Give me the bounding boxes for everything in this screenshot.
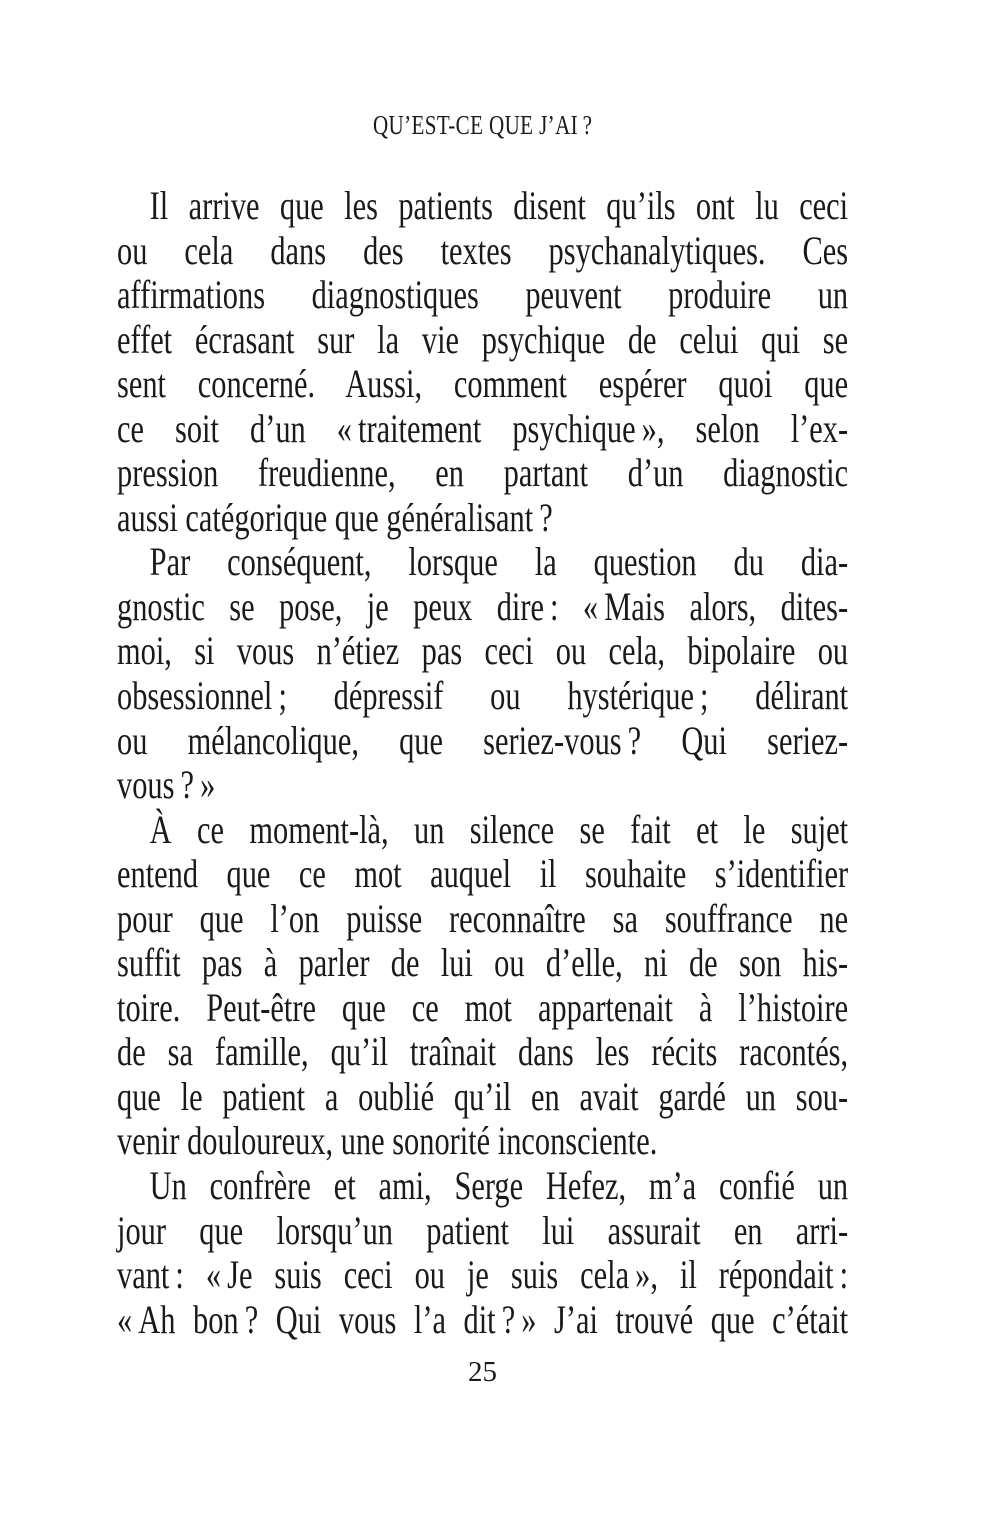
text-line: gnostic se pose, je peux dire : « Mais alors, dites- — [117, 583, 849, 629]
paragraph — [117, 1164, 848, 1342]
paragraph — [117, 540, 848, 807]
text-line: vant : « Je suis ceci ou je suis cela », il répondait : — [117, 1252, 849, 1298]
text-line: affirmations diagnostiques peuvent produire un — [117, 272, 849, 318]
text-line: vous ? » — [117, 762, 216, 808]
page-number: 25 — [468, 1356, 497, 1388]
running-header: QU’EST-CE QUE J’AI ? — [372, 110, 593, 140]
text-line: entend que ce mot auquel il souhaite s’identifier — [117, 851, 849, 897]
text-block — [117, 184, 848, 1342]
text-line: suffit pas à parler de lui ou d’elle, ni de son his- — [117, 940, 849, 986]
text-line: venir douloureux, une sonorité inconsciente. — [117, 1118, 658, 1164]
text-line: ou mélancolique, que seriez-vous ? Qui seriez- — [117, 717, 849, 763]
footer-row — [117, 1356, 848, 1389]
text-line: pression freudienne, en partant d’un diagnostic — [117, 450, 849, 496]
text-line: que le patient a oublié qu’il en avait gardé un sou- — [117, 1073, 849, 1119]
text-line: ce soit d’un « traitement psychique », selon l’ex- — [117, 405, 849, 451]
text-line: À ce moment-là, un silence se fait et le sujet — [149, 806, 849, 852]
text-line: moi, si vous n’étiez pas ceci ou cela, bipolaire ou — [117, 628, 849, 674]
running-header-row — [117, 110, 848, 141]
text-line: ou cela dans des textes psychanalytiques. Ces — [117, 227, 849, 273]
paragraph — [117, 808, 848, 1164]
text-line: sent concerné. Aussi, comment espérer quoi que — [117, 361, 849, 407]
text-line: Il arrive que les patients disent qu’ils ont lu ceci — [149, 183, 849, 228]
text-line: effet écrasant sur la vie psychique de celui qui se — [117, 316, 849, 362]
text-line: de sa famille, qu’il traînait dans les récits racontés, — [117, 1029, 849, 1075]
text-line: aussi catégorique que généralisant ? — [117, 494, 553, 540]
paragraph — [117, 184, 848, 540]
text-line: jour que lorsqu’un patient lui assurait en arri- — [117, 1207, 849, 1253]
text-line: Par conséquent, lorsque la question du dia- — [149, 539, 849, 585]
text-line: pour que l’on puisse reconnaître sa souffrance ne — [117, 895, 849, 941]
text-line: obsessionnel ; dépressif ou hystérique ; délirant — [117, 673, 849, 719]
text-line: « Ah bon ? Qui vous l’a dit ? » J’ai trouvé que c’était — [117, 1296, 849, 1342]
text-line: Un confrère et ami, Serge Hefez, m’a confié un — [149, 1163, 849, 1209]
text-line: toire. Peut-être que ce mot appartenait à l’histoire — [117, 984, 849, 1030]
